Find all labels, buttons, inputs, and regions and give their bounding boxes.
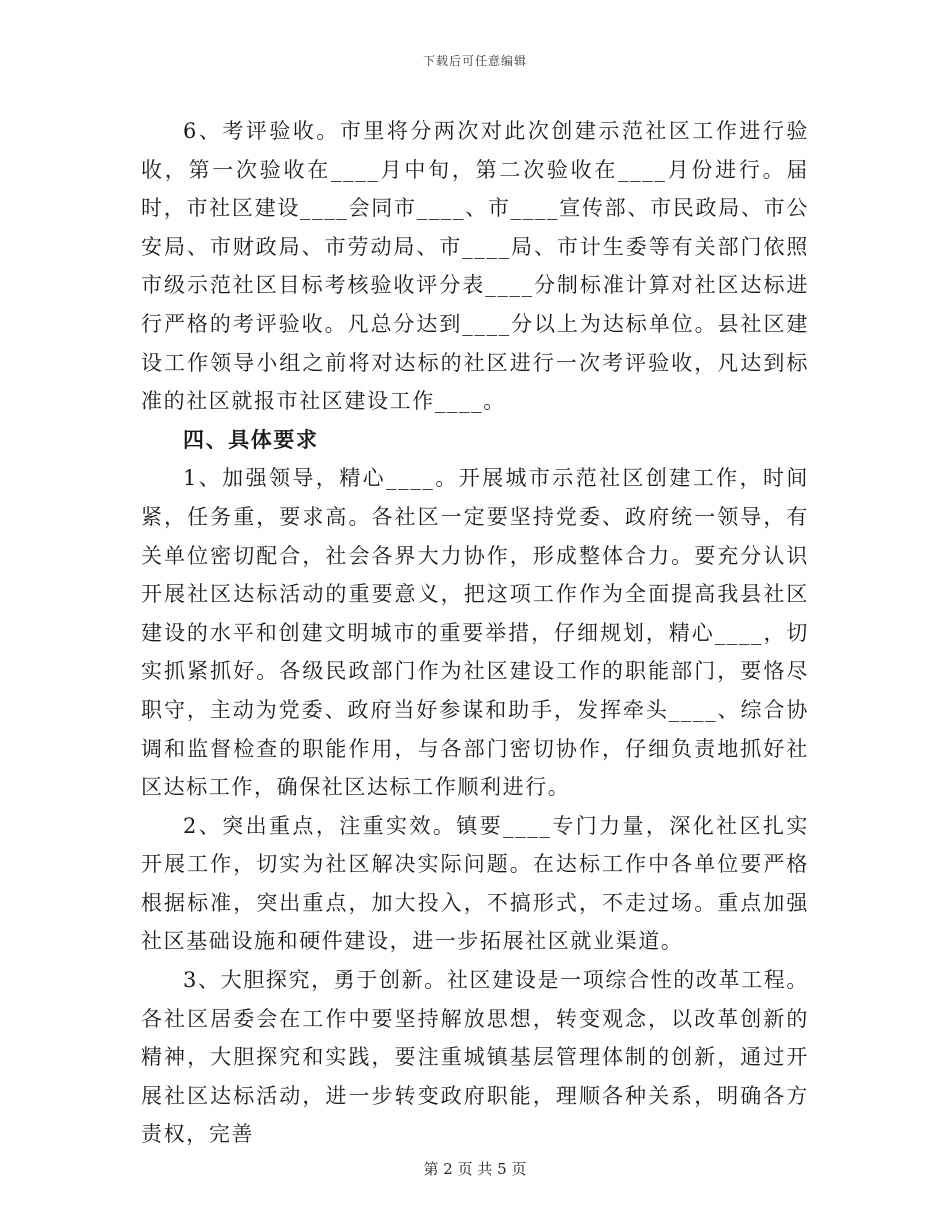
paragraph-assessment: 6、考评验收。市里将分两次对此次创建示范社区工作进行验收，第一次验收在____月中旬，第二次验收在____月份进行。届时，市社区建设____会同市____、市____宣传部、市民政局、市公安局、市财政局、市劳动局、市____局、市计生委等有关部门依照市级示范社区目标考核验收评分表____分制标准计算对社区达标进行严格的考评验收。凡总分达到____分以上为达标单位。县社区建设工作领导小组之前将对达标的社区进行一次考评验收，凡达到标准的社区就报市社区建设工作____。 <box>141 119 809 414</box>
paragraph-focus: 2、突出重点，注重实效。镇要____专门力量，深化社区扎实开展工作，切实为社区解决实际问题。在达标工作中各单位要严格根据标准，突出重点，加大投入，不搞形式，不走过场。重点加强社区基础设施和硬件建设，进一步拓展社区就业渠道。 <box>141 813 809 954</box>
document-body <box>141 112 809 1154</box>
page-number: 第 2 页 共 5 页 <box>423 1160 527 1178</box>
paragraph-innovation: 3、大胆探究，勇于创新。社区建设是一项综合性的改革工程。各社区居委会在工作中要坚持解放思想，转变观念，以改革创新的精神，大胆探究和实践，要注重城镇基层管理体制的创新，通过开展社区达标活动，进一步转变政府职能，理顺各种关系，明确各方责权，完善 <box>141 968 809 1147</box>
paragraph-leadership: 1、加强领导，精心____。开展城市示范社区创建工作，时间紧，任务重，要求高。各社区一定要坚持党委、政府统一领导，有关单位密切配合，社会各界大力协作，形成整体合力。要充分认识开展社区达标活动的重要意义，把这项工作作为全面提高我县社区建设的水平和创建文明城市的重要举措，仔细规划，精心____，切实抓紧抓好。各级民政部门作为社区建设工作的职能部门，要恪尽职守，主动为党委、政府当好参谋和助手，发挥牵头____、综合协调和监督检查的职能作用，与各部门密切协作，仔细负责地抓好社区达标工作，确保社区达标工作顺利进行。 <box>141 466 809 800</box>
section-heading-requirements: 四、具体要求 <box>183 427 319 452</box>
page-header: 下载后可任意编辑 <box>422 54 527 68</box>
